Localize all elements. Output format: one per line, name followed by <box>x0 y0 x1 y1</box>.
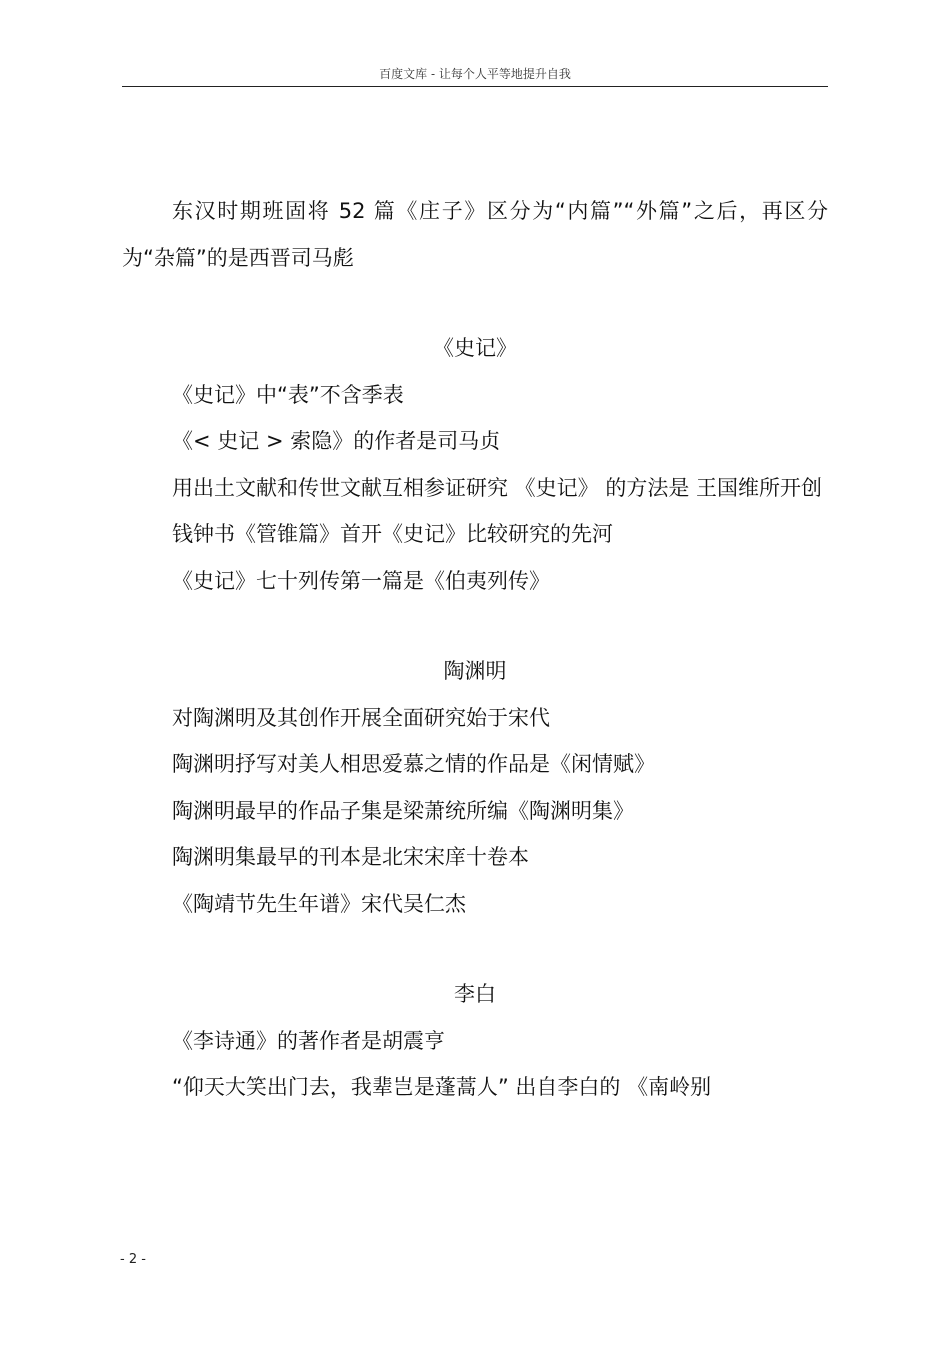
section-title-shiji: 《史记》 <box>433 336 517 360</box>
paragraph-zhuangzi: 东汉时期班固将 52 篇《庄子》区分为“内篇”“外篇”之后，再区分为“杂篇”的是西晋司马彪 <box>122 199 828 270</box>
header-text: 百度文库 - 让每个人平等地提升自我 <box>379 67 571 81</box>
list-item: 对陶渊明及其创作开展全面研究始于宋代 <box>172 705 550 730</box>
list-item: 《< 史记 > 索隐》的作者是司马贞 <box>172 429 501 453</box>
list-item: 陶渊明最早的作品子集是梁萧统所编《陶渊明集》 <box>172 798 634 823</box>
list-item: 《李诗通》的著作者是胡震亨 <box>172 1028 445 1053</box>
page-number: - 2 - <box>120 1252 146 1267</box>
section-gap <box>122 604 828 648</box>
section-gap <box>122 927 828 971</box>
list-item: “仰天大笑出门去，我辈岂是蓬蒿人” 出自李白的 《南岭别 <box>172 1075 712 1099</box>
document-body <box>122 188 828 1111</box>
section-title-libai: 李白 <box>454 982 496 1006</box>
section-title-taoyuanming: 陶渊明 <box>443 659 507 683</box>
page-header <box>122 64 828 87</box>
list-item: 《陶靖节先生年谱》宋代吴仁杰 <box>172 891 466 916</box>
list-item: 陶渊明集最早的刊本是北宋宋庠十卷本 <box>172 845 529 869</box>
section-gap <box>122 281 828 325</box>
list-item: 钱钟书《管锥篇》首开《史记》比较研究的先河 <box>172 522 613 546</box>
list-item: 《史记》中“表”不含季表 <box>172 382 404 407</box>
list-item: 《史记》七十列传第一篇是《伯夷列传》 <box>172 568 550 593</box>
list-item: 用出土文献和传世文献互相参证研究 《史记》 的方法是 王国维所开创 <box>172 475 823 500</box>
list-item: 陶渊明抒写对美人相思爱慕之情的作品是《闲情赋》 <box>172 752 655 776</box>
